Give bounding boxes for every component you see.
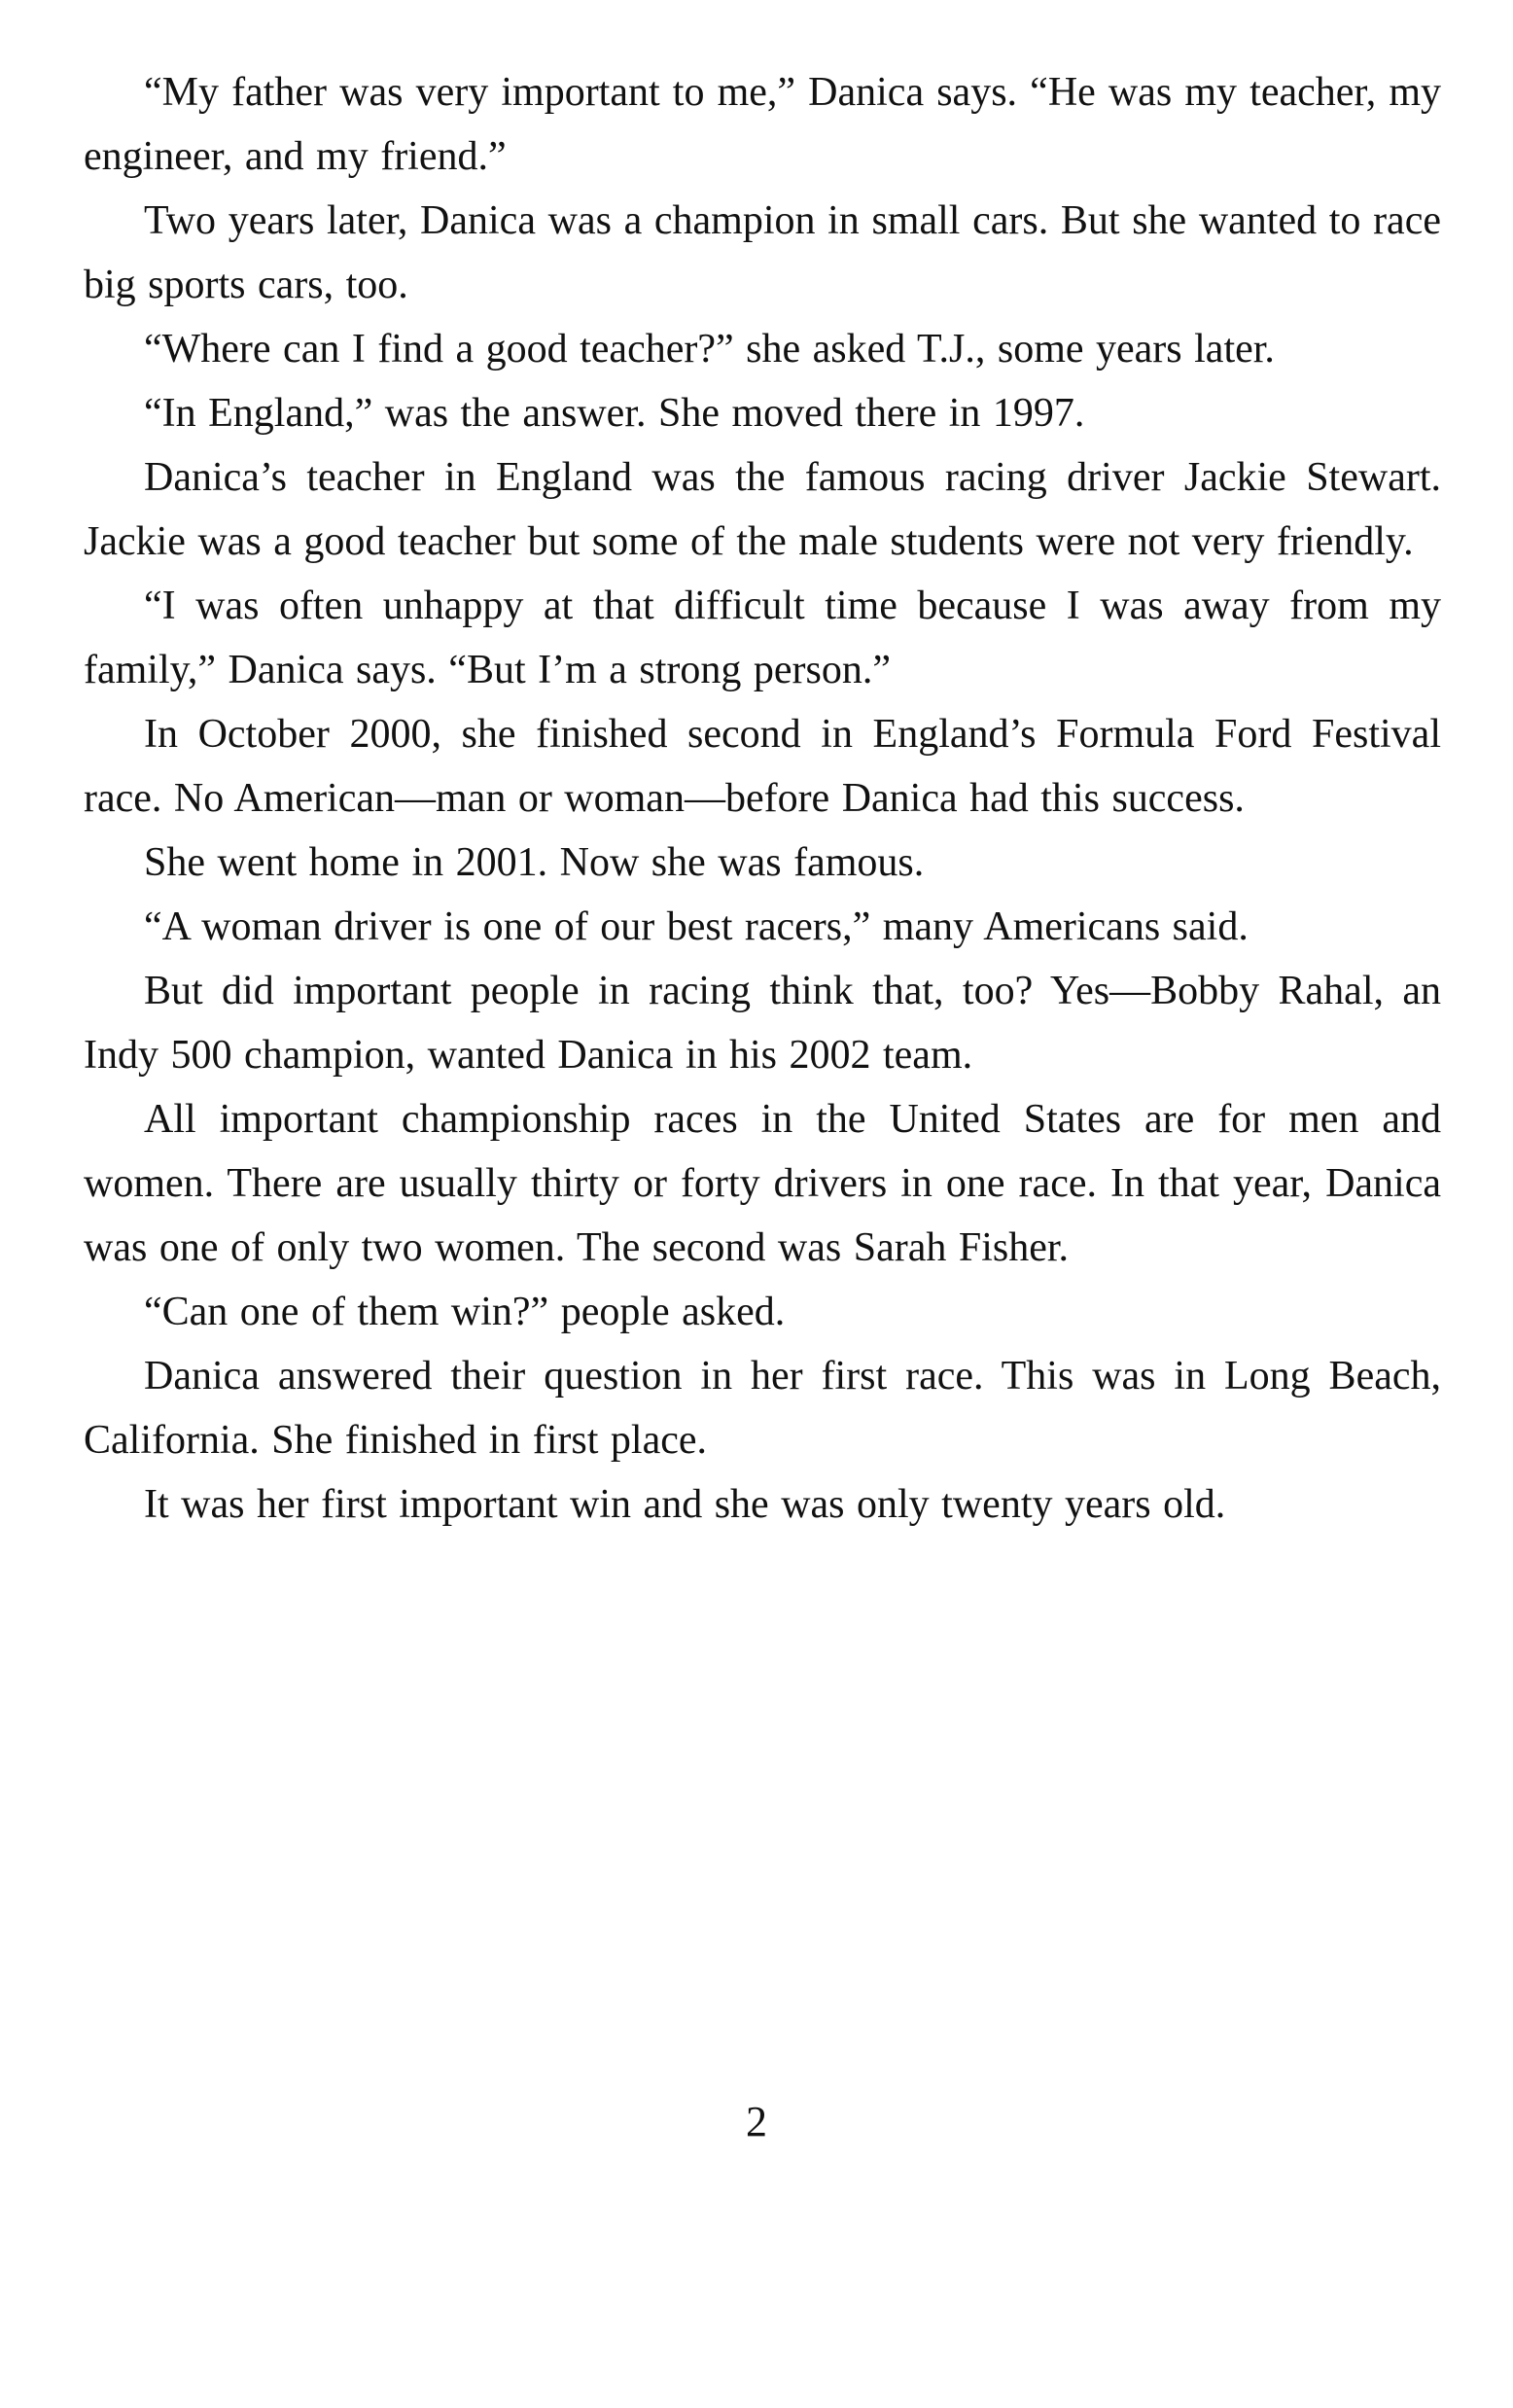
paragraph: Danica answered their question in her first race. This was in Long Beach, California. She finished in first place. [84, 1354, 1441, 1463]
page-number: 2 [746, 2098, 767, 2145]
paragraph: In October 2000, she finished second in England’s Formula Ford Festival race. No American—man or woman—before Danica had this success. [84, 712, 1441, 821]
body-text [84, 60, 1441, 1537]
paragraph: “I was often unhappy at that difficult time because I was away from my family,” Danica says. “But I’m a strong person.” [84, 584, 1441, 692]
paragraph: She went home in 2001. Now she was famous. [144, 840, 925, 885]
paragraph: All important championship races in the United States are for men and women. There are usually thirty or forty drivers in one race. In that year, Danica was one of only two women. The second was Sarah Fisher. [84, 1097, 1441, 1270]
paragraph: “My father was very important to me,” Danica says. “He was my teacher, my engineer, and my friend.” [84, 70, 1441, 179]
paragraph: But did important people in racing think that, too? Yes—Bobby Rahal, an Indy 500 champion, wanted Danica in his 2002 team. [84, 969, 1441, 1078]
paragraph: “A woman driver is one of our best racers,” many Americans said. [144, 904, 1249, 949]
paragraph: “In England,” was the answer. She moved there in 1997. [144, 391, 1085, 436]
paragraph: “Where can I find a good teacher?” she asked T.J., some years later. [144, 327, 1275, 372]
paragraph: It was her first important win and she was only twenty years old. [144, 1482, 1226, 1527]
paragraph: Danica’s teacher in England was the famous racing driver Jackie Stewart. Jackie was a good teacher but some of the male students were not very friendly. [84, 455, 1441, 564]
paragraph: Two years later, Danica was a champion in small cars. But she wanted to race big sports cars, too. [84, 198, 1441, 307]
paragraph: “Can one of them win?” people asked. [144, 1290, 786, 1334]
